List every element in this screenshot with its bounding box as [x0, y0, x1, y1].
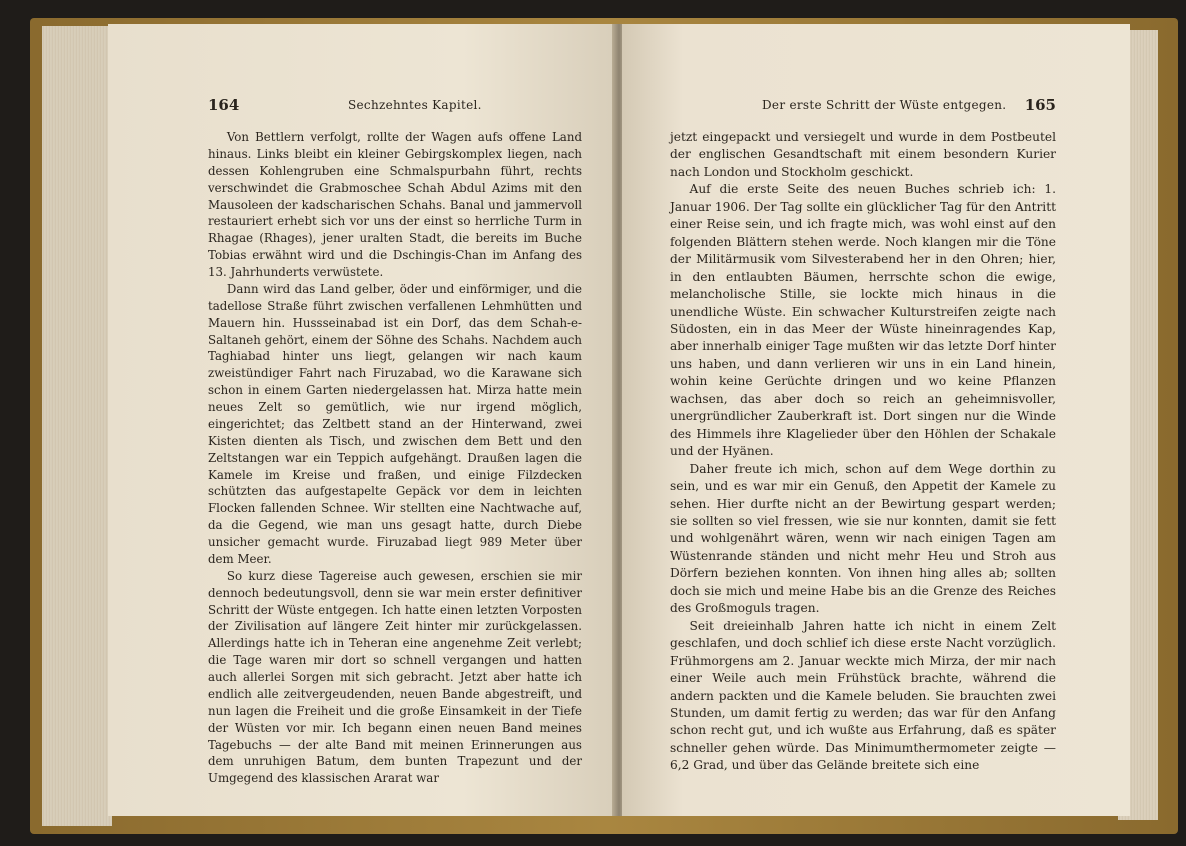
page-number: 165	[1024, 96, 1056, 114]
left-page	[108, 24, 616, 816]
paragraph: Auf die erste Seite des neuen Buches schrieb ich: 1. Januar 1906. Der Tag sollte ein glücklicher Tag für den Antritt einer Reise sein, und ich fragte mich, was wohl einst auf den folgenden Blättern stehen werde. Noch klangen mir die Töne der Militärmusik vom Silvesterabend her in den Ohren; hier, in den entlaubten Bäumen, herrschte schon die ewige, melancholische Stille, sie lockte mich hinaus in die unendliche Wüste. Ein schwacher Kulturstreifen zeigte nach Südosten, ein in das Meer der Wüste hineinragendes Kap, aber innerhalb einiger Tage mußten wir das letzte Dorf hinter uns haben, und dann verlieren wir uns in ein Land hinein, wohin keine Gerüchte dringen und wo keine Pflanzen wachsen, das aber doch so reich an geheimnisvoller, unergründlicher Zauberkraft ist. Dort singen nur die Winde des Himmels ihre Klagelieder über den Höhlen der Schakale und der Hyänen.	[670, 182, 1056, 459]
paragraph: Von Bettlern verfolgt, rollte der Wagen aufs offene Land hinaus. Links bleibt ein kleiner Gebirgskomplex liegen, nach dessen Kohlengruben eine Schmalspurbahn führt, rechts verschwindet die Grabmoschee Schah Abdul Azims mit den Mausoleen der kadscharischen Schahs. Banal und jammervoll restauriert erhebt sich vor uns der einst so herrliche Turm in Rhagae (Rhages), jener uralten Stadt, die bereits im Buche Tobias erwähnt wird und die Dschingis-Chan im Anfang des 13. Jahrhunderts verwüstete.	[208, 130, 582, 279]
paragraph: So kurz diese Tagereise auch gewesen, erschien sie mir dennoch bedeutungsvoll, denn sie war mein erster definitiver Schritt der Wüste entgegen. Ich hatte einen letzten Vorposten der Zivilisation auf längere Zeit hinter mir zurückgelassen. Allerdings hatte ich in Teheran eine angenehme Zeit verlebt; die Tage waren mir dort so schnell vergangen und hatten auch allerlei Sorgen mit sich gebracht. Jetzt aber hatte ich endlich alle zeitvergeudenden, neuen Bande abgestreift, und nun lagen die Freiheit und die große Einsamkeit in der Tiefe der Wüsten vor mir. Ich begann einen neuen Band meines Tagebuchs — der alte Band mit meinen Erinnerungen aus dem unruhigen Batum, dem bunten Trapezunt und der Umgegend des klassischen Ararat war	[208, 568, 582, 786]
right-page	[622, 24, 1130, 816]
page-edges-left	[42, 26, 112, 826]
left-page-body	[208, 129, 582, 787]
paragraph: Daher freute ich mich, schon auf dem Wege dorthin zu sein, und es war mir ein Genuß, den Appetit der Kamele zu sehen. Hier durfte nicht an der Bewirtung gespart werden; sie sollten so viel fressen, wie sie nur konnten, damit sie fett und wohlgenährt wären, wenn wir nach einigen Tagen am Wüstenrande ständen und nicht mehr Heu und Stroh aus Dörfern beziehen konnten. Von ihnen hing alles ab; sollten doch sie mich und meine Habe bis an die Grenze des Reiches des Großmoguls tragen.	[670, 461, 1056, 616]
running-head: Sechzehntes Kapitel.	[348, 98, 482, 112]
running-head: Der erste Schritt der Wüste entgegen.	[762, 98, 1007, 112]
page-number: 164	[208, 96, 240, 114]
paragraph: Dann wird das Land gelber, öder und einförmiger, und die tadellose Straße führt zwischen verfallenen Lehmhütten und Mauern hin. Hussseinabad ist ein Dorf, das dem Schah-e-Saltaneh gehört, einem der Söhne des Schahs. Nachdem auch Taghiabad hinter uns liegt, gelangen wir nach kaum zweistündiger Fahrt nach Firuzabad, wo die Karawane sich schon in einem Garten niedergelassen hat. Mirza hatte mein neues Zelt so gemütlich, wie nur irgend möglich, eingerichtet; das Zeltbett stand an der Hinterwand, zwei Kisten dienten als Tisch, und zwischen dem Bett und den Zeltstangen war ein Teppich aufgehängt. Draußen lagen die Kamele im Kreise und fraßen, und einige Filzdecken schützten das aufgestapelte Gepäck vor dem in leichten Flocken fallenden Schnee. Wir stellten eine Nachtwache auf, da die Gegend, wie man uns gesagt hatte, durch Diebe unsicher gemacht wurde. Firuzabad liegt 989 Meter über dem Meer.	[208, 281, 582, 566]
left-page-header	[108, 96, 616, 120]
paragraph: jetzt eingepackt und versiegelt und wurde in dem Postbeutel der englischen Gesandtschaft mit einem besondern Kurier nach London und Stockholm geschickt.	[670, 130, 1056, 179]
right-page-body	[670, 129, 1056, 775]
paragraph: Seit dreieinhalb Jahren hatte ich nicht in einem Zelt geschlafen, und doch schlief ich diese erste Nacht vorzüglich. Frühmorgens am 2. Januar weckte mich Mirza, der mir nach einer Weile auch mein Frühstück brachte, während die andern packten und die Kamele beluden. Sie brauchten zwei Stunden, um damit fertig zu werden; das war für den Anfang schon recht gut, und ich wußte aus Erfahrung, daß es später schneller gehen würde. Das Minimumthermometer zeigte —6,2 Grad, und über das Gelände breitete sich eine	[670, 618, 1056, 773]
right-page-header	[622, 96, 1130, 120]
